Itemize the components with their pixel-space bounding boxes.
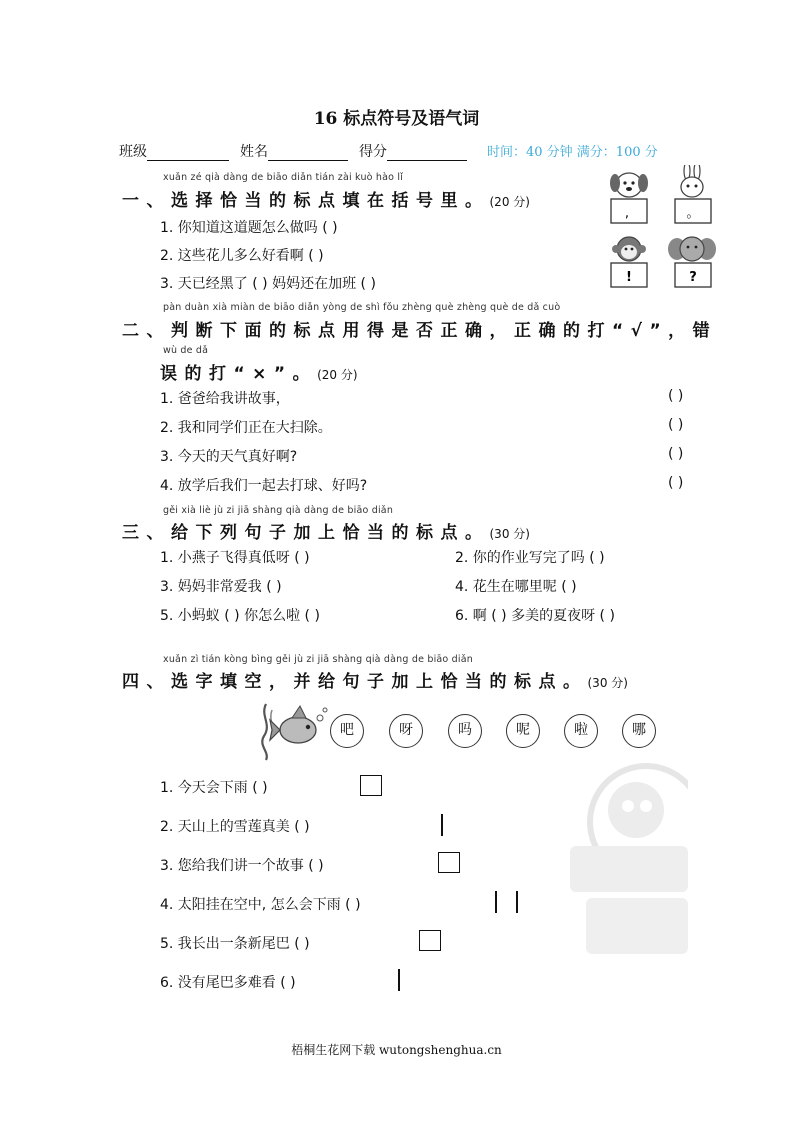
q4-4-blank[interactable]: ( ) — [345, 897, 361, 913]
seaweed-icon — [262, 704, 267, 760]
q3-3-text: 3. 妈妈非常爱我 — [160, 579, 262, 595]
animal-signs-illustration — [605, 165, 727, 295]
q3-3-blank[interactable]: ( ) — [266, 579, 282, 595]
q4-1 — [160, 777, 268, 797]
watermark-seal — [566, 762, 688, 976]
q3-5 — [160, 605, 320, 625]
section2-points: (20 分) — [317, 368, 358, 382]
q4-2-text: 2. 天山上的雪莲真美 — [160, 819, 290, 835]
q3-4-blank[interactable]: ( ) — [561, 579, 577, 595]
q3-3 — [160, 576, 282, 596]
q1-3 — [160, 273, 376, 293]
sign-exclamation: ! — [626, 270, 632, 285]
name-field — [240, 141, 348, 161]
fish-seaweed-illustration — [256, 700, 330, 762]
sign-comma: , — [624, 206, 630, 221]
section2-pinyin1: pàn duàn xià miàn de biāo diǎn yòng de shì fǒu zhèng què zhèng què de dǎ cuò — [163, 302, 561, 313]
q4-4-punct-mark2[interactable] — [516, 891, 518, 913]
section3-pinyin: gěi xià liè jù zi jiā shàng qià dàng de biāo diǎn — [163, 505, 394, 516]
q3-2-text: 2. 你的作业写完了吗 — [455, 550, 585, 566]
class-label: 班级 — [119, 144, 147, 160]
score-field — [359, 141, 467, 161]
q2-2-blank[interactable]: ( ) — [668, 417, 684, 433]
q3-5-text: 5. 小蚂蚁 — [160, 608, 220, 624]
q4-3-text: 3. 您给我们讲一个故事 — [160, 858, 304, 874]
q2-3-text: 3. 今天的天气真好啊? — [160, 449, 298, 465]
q4-4-text: 4. 太阳挂在空中, 怎么会下雨 — [160, 897, 341, 913]
word-bubble-ne[interactable]: 呢 — [506, 714, 540, 748]
q3-6-blank1[interactable]: ( ) — [491, 608, 507, 624]
q1-2-text: 2. 这些花儿多么好看啊 — [160, 248, 304, 264]
q3-6-text: 6. 啊 — [455, 608, 487, 624]
q1-1-text: 1. 你知道这道题怎么做吗 — [160, 220, 318, 236]
word-bubble-na[interactable]: 哪 — [622, 714, 656, 748]
q4-3-punct-box[interactable] — [438, 852, 460, 873]
q3-5-blank1[interactable]: ( ) — [224, 608, 240, 624]
q3-1-blank[interactable]: ( ) — [294, 550, 310, 566]
q3-5-blank2[interactable]: ( ) — [304, 608, 320, 624]
q4-3 — [160, 855, 324, 875]
q4-6-text: 6. 没有尾巴多难看 — [160, 975, 276, 991]
q4-1-text: 1. 今天会下雨 — [160, 780, 248, 796]
word-bubble-la[interactable]: 啦 — [564, 714, 598, 748]
sign-question: ? — [689, 270, 697, 285]
word-bubble-ba[interactable]: 吧 — [330, 714, 364, 748]
q1-1-blank[interactable]: ( ) — [322, 220, 338, 236]
q3-5-text2: 你怎么啦 — [244, 608, 301, 624]
q4-6 — [160, 972, 296, 992]
q3-4 — [455, 576, 577, 596]
q2-4-text: 4. 放学后我们一起去打球、好吗? — [160, 478, 368, 494]
q3-1-text: 1. 小燕子飞得真低呀 — [160, 550, 290, 566]
word-bubble-ya[interactable]: 呀 — [389, 714, 423, 748]
q2-3-blank[interactable]: ( ) — [668, 446, 684, 462]
q2-1-blank[interactable]: ( ) — [668, 388, 684, 404]
q4-3-blank[interactable]: ( ) — [308, 858, 324, 874]
section1-heading: 一、选择恰当的标点填在括号里。 — [122, 191, 490, 211]
section2-heading-row2 — [160, 359, 358, 384]
q2-1-text: 1. 爸爸给我讲故事， — [160, 391, 290, 407]
section4-heading: 四、选字填空，并给句子加上恰当的标点。 — [122, 672, 588, 692]
q3-4-text: 4. 花生在哪里呢 — [455, 579, 557, 595]
q4-2-blank[interactable]: ( ) — [294, 819, 310, 835]
q4-6-blank[interactable]: ( ) — [280, 975, 296, 991]
q3-6-text2: 多美的夏夜呀 — [511, 608, 596, 624]
section2-heading-row1 — [122, 316, 717, 341]
q4-1-punct-box[interactable] — [360, 775, 382, 796]
q3-6-blank2[interactable]: ( ) — [599, 608, 615, 624]
q4-4-punct-mark1[interactable] — [495, 891, 497, 913]
section4-heading-row — [122, 667, 628, 692]
q4-1-blank[interactable]: ( ) — [252, 780, 268, 796]
section1-pinyin: xuǎn zé qià dàng de biāo diǎn tián zài kuò hào lǐ — [163, 172, 404, 183]
q1-3-text: 3. 天已经黑了 — [160, 276, 248, 292]
q4-4 — [160, 894, 361, 914]
q2-2-text: 2. 我和同学们正在大扫除。 — [160, 420, 332, 436]
q4-2-punct-mark[interactable] — [441, 814, 443, 836]
q4-5-punct-box[interactable] — [419, 930, 441, 951]
footer-source: 梧桐生花网下载 wutongshenghua.cn — [291, 1043, 502, 1057]
fish-icon — [270, 706, 316, 743]
score-blank[interactable] — [387, 146, 467, 161]
class-field — [119, 141, 229, 161]
q1-2 — [160, 245, 324, 265]
q3-1 — [160, 547, 310, 567]
section3-heading-row — [122, 518, 530, 543]
section2-heading1: 二、判断下面的标点用得是否正确，正确的打“√”，错 — [122, 321, 718, 341]
q1-3-text2: 妈妈还在加班 — [272, 276, 357, 292]
q4-5 — [160, 933, 310, 953]
time-info: 时间：40 分钟 满分：100 分 — [487, 145, 658, 160]
section2-heading2: 误的打“×”。 — [160, 364, 318, 384]
q3-2 — [455, 547, 605, 567]
q3-2-blank[interactable]: ( ) — [589, 550, 605, 566]
q4-5-text: 5. 我长出一条新尾巴 — [160, 936, 290, 952]
section4-pinyin: xuǎn zì tián kòng bìng gěi jù zi jiā shàng qià dàng de biāo diǎn — [163, 654, 473, 665]
q4-5-blank[interactable]: ( ) — [294, 936, 310, 952]
q1-1 — [160, 217, 338, 237]
q2-4-blank[interactable]: ( ) — [668, 475, 684, 491]
name-label: 姓名 — [240, 144, 268, 160]
sign-period: 。 — [686, 206, 700, 221]
section3-points: (30 分) — [489, 527, 530, 541]
section3-heading: 三、给下列句子加上恰当的标点。 — [122, 523, 490, 543]
page-title: 16 标点符号及语气词 — [313, 109, 480, 129]
section1-heading-row — [122, 186, 530, 211]
q1-3-blank2[interactable]: ( ) — [360, 276, 376, 292]
name-blank[interactable] — [268, 146, 348, 161]
q3-6 — [455, 605, 615, 625]
q4-2 — [160, 816, 310, 836]
section1-points: (20 分) — [489, 195, 530, 209]
word-bubble-ma[interactable]: 吗 — [448, 714, 482, 748]
score-label: 得分 — [359, 144, 387, 160]
class-blank[interactable] — [147, 146, 229, 161]
q1-2-blank[interactable]: ( ) — [308, 248, 324, 264]
q4-6-punct-mark[interactable] — [398, 969, 400, 991]
q1-3-blank1[interactable]: ( ) — [252, 276, 268, 292]
section4-points: (30 分) — [587, 676, 628, 690]
section2-pinyin2: wù de dǎ — [163, 345, 209, 356]
